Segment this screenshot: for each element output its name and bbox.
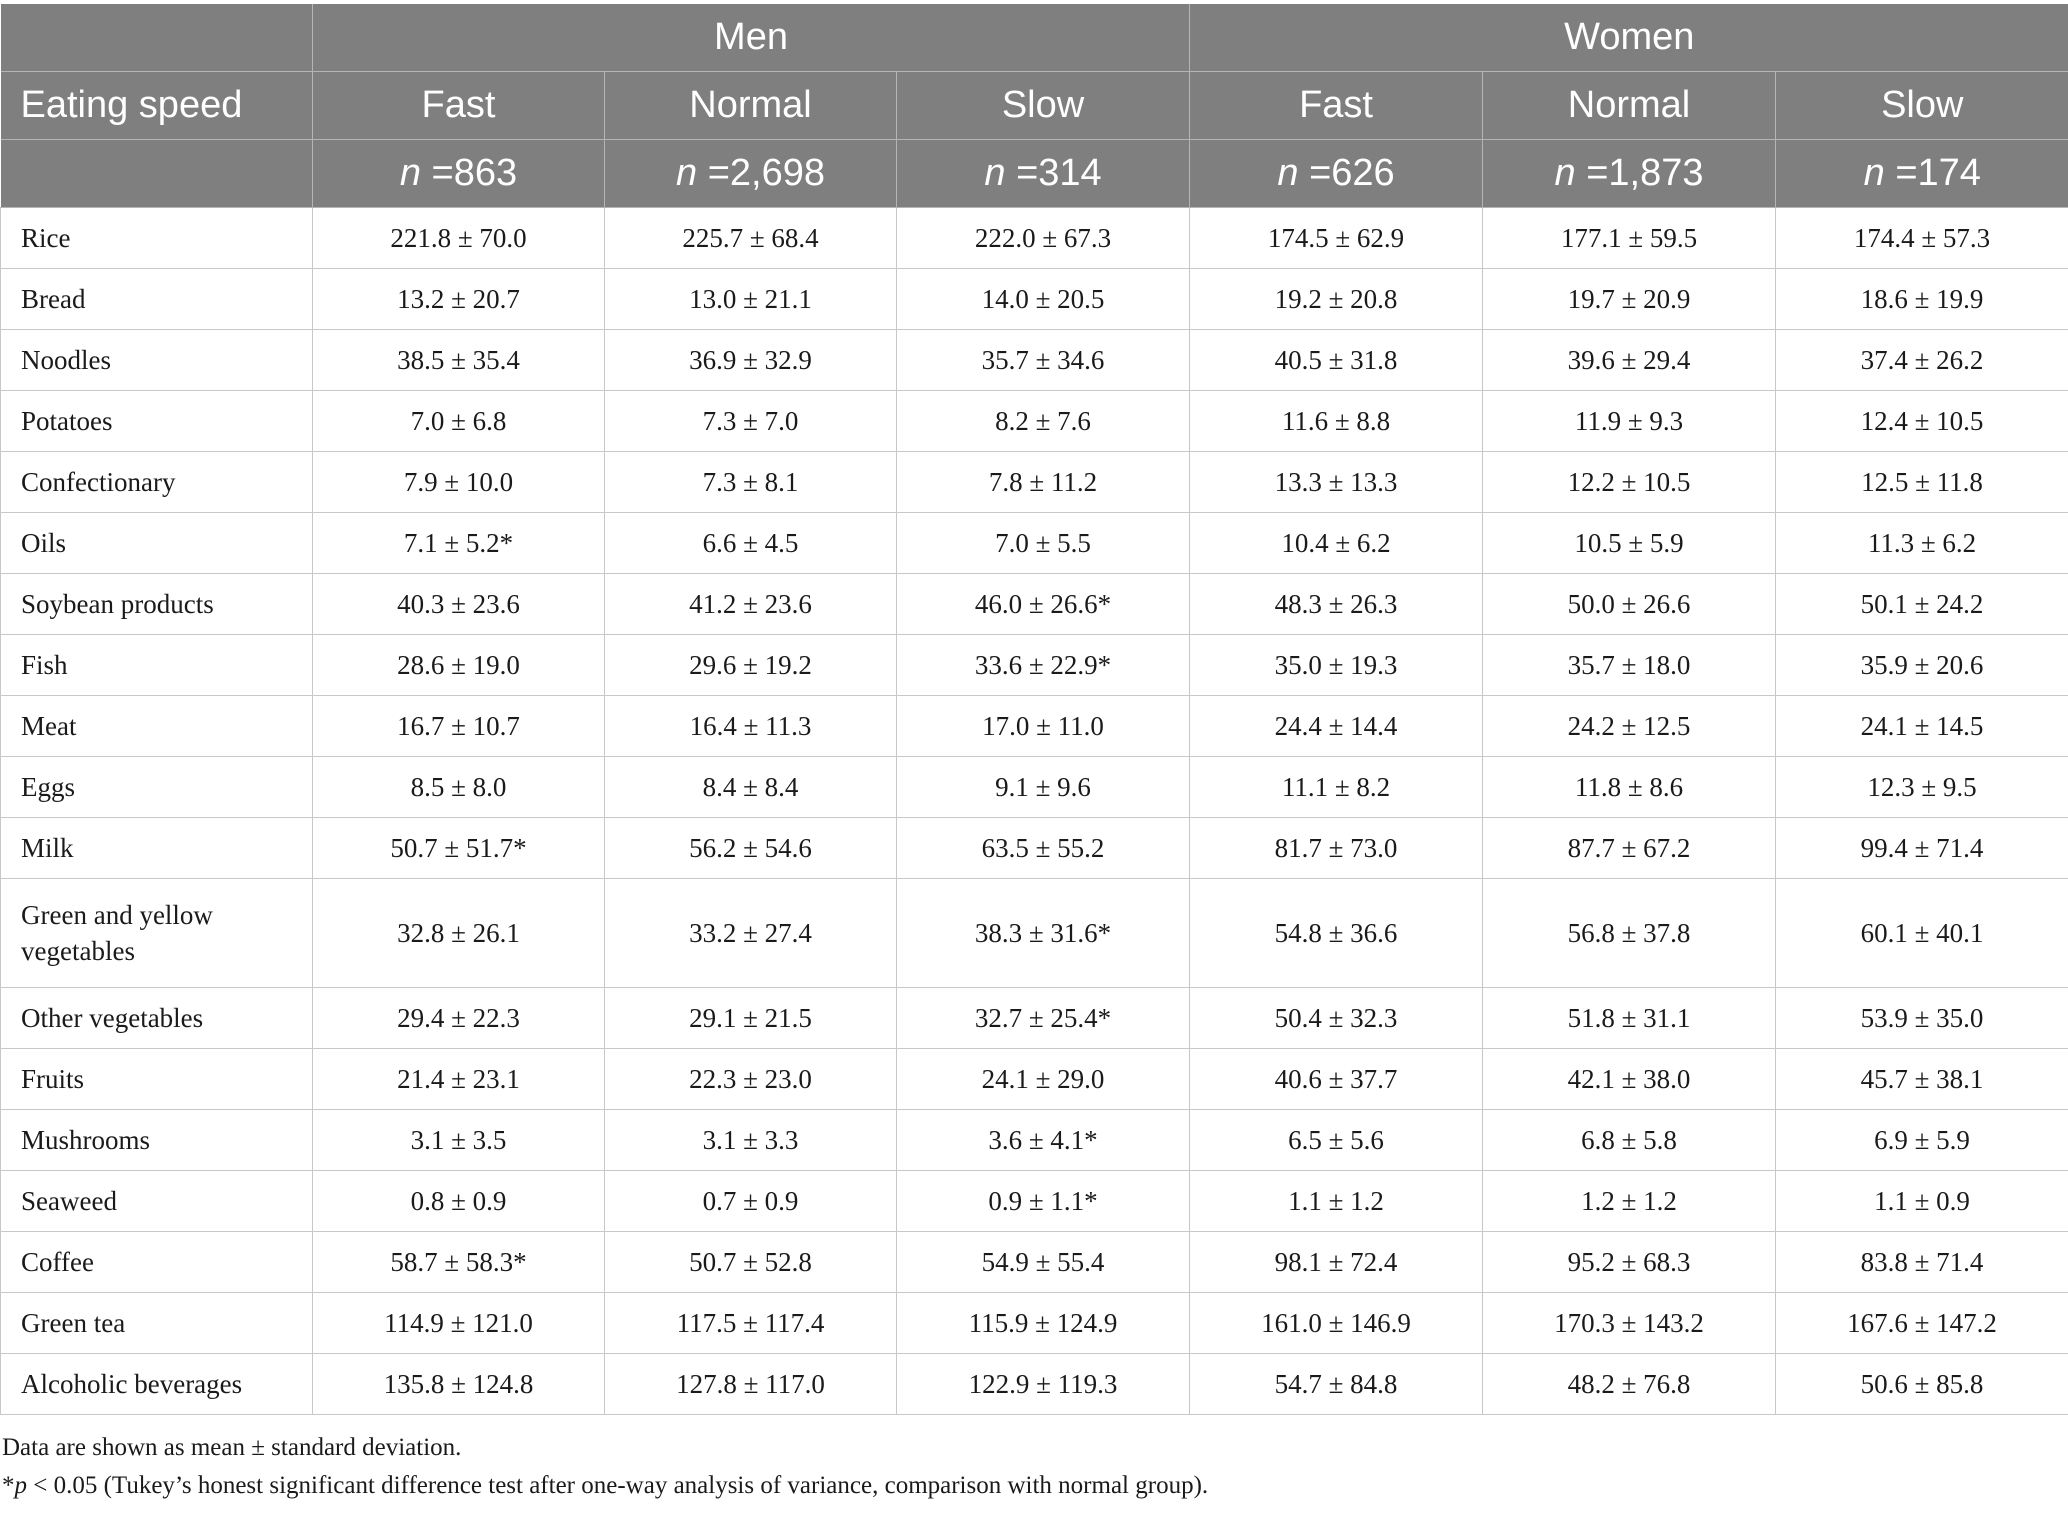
value-cell: 37.4 ± 26.2 bbox=[1776, 330, 2068, 391]
value-cell: 7.0 ± 5.5 bbox=[897, 513, 1190, 574]
value-cell: 48.3 ± 26.3 bbox=[1190, 574, 1483, 635]
value-cell: 11.3 ± 6.2 bbox=[1776, 513, 2068, 574]
value-cell: 6.9 ± 5.9 bbox=[1776, 1110, 2068, 1171]
value-cell: 170.3 ± 143.2 bbox=[1483, 1293, 1776, 1354]
n-value: =863 bbox=[431, 152, 518, 194]
table-row bbox=[1, 757, 2068, 818]
food-item-label: Noodles bbox=[1, 330, 313, 391]
value-cell: 0.7 ± 0.9 bbox=[605, 1171, 897, 1232]
value-cell: 3.6 ± 4.1* bbox=[897, 1110, 1190, 1171]
value-cell: 50.0 ± 26.6 bbox=[1483, 574, 1776, 635]
table-row bbox=[1, 879, 2068, 988]
value-cell: 50.7 ± 51.7* bbox=[313, 818, 605, 879]
n-value: =626 bbox=[1309, 152, 1395, 194]
value-cell: 10.5 ± 5.9 bbox=[1483, 513, 1776, 574]
table-row bbox=[1, 452, 2068, 513]
table-row bbox=[1, 696, 2068, 757]
speed-header-men-fast: Fast bbox=[313, 72, 605, 140]
count-header-men-fast bbox=[313, 140, 605, 208]
table-container bbox=[0, 4, 2068, 1505]
n-symbol: n bbox=[1277, 152, 1299, 194]
value-cell: 0.8 ± 0.9 bbox=[313, 1171, 605, 1232]
table-row bbox=[1, 818, 2068, 879]
value-cell: 40.5 ± 31.8 bbox=[1190, 330, 1483, 391]
value-cell: 6.8 ± 5.8 bbox=[1483, 1110, 1776, 1171]
value-cell: 0.9 ± 1.1* bbox=[897, 1171, 1190, 1232]
value-cell: 54.9 ± 55.4 bbox=[897, 1232, 1190, 1293]
count-header-men-slow bbox=[897, 140, 1190, 208]
food-item-label: Rice bbox=[1, 208, 313, 269]
food-item-label: Meat bbox=[1, 696, 313, 757]
footnote-asterisk: * bbox=[2, 1472, 15, 1499]
value-cell: 58.7 ± 58.3* bbox=[313, 1232, 605, 1293]
value-cell: 7.3 ± 8.1 bbox=[605, 452, 897, 513]
food-item-label: Potatoes bbox=[1, 391, 313, 452]
table-row bbox=[1, 330, 2068, 391]
value-cell: 54.7 ± 84.8 bbox=[1190, 1354, 1483, 1415]
header-empty-cell bbox=[1, 140, 313, 208]
value-cell: 35.0 ± 19.3 bbox=[1190, 635, 1483, 696]
value-cell: 17.0 ± 11.0 bbox=[897, 696, 1190, 757]
food-item-label: Confectionary bbox=[1, 452, 313, 513]
n-value: =2,698 bbox=[707, 152, 825, 194]
speed-header-women-fast: Fast bbox=[1190, 72, 1483, 140]
value-cell: 60.1 ± 40.1 bbox=[1776, 879, 2068, 988]
value-cell: 117.5 ± 117.4 bbox=[605, 1293, 897, 1354]
header-row-counts bbox=[1, 140, 2068, 208]
footnote-p-symbol: p bbox=[14, 1472, 27, 1499]
food-item-label: Oils bbox=[1, 513, 313, 574]
value-cell: 6.6 ± 4.5 bbox=[605, 513, 897, 574]
value-cell: 127.8 ± 117.0 bbox=[605, 1354, 897, 1415]
food-item-label: Fruits bbox=[1, 1049, 313, 1110]
value-cell: 1.1 ± 0.9 bbox=[1776, 1171, 2068, 1232]
header-row-speeds bbox=[1, 72, 2068, 140]
value-cell: 38.5 ± 35.4 bbox=[313, 330, 605, 391]
value-cell: 7.1 ± 5.2* bbox=[313, 513, 605, 574]
value-cell: 45.7 ± 38.1 bbox=[1776, 1049, 2068, 1110]
food-item-label: Seaweed bbox=[1, 1171, 313, 1232]
value-cell: 1.2 ± 1.2 bbox=[1483, 1171, 1776, 1232]
value-cell: 6.5 ± 5.6 bbox=[1190, 1110, 1483, 1171]
food-item-label: Eggs bbox=[1, 757, 313, 818]
table-row bbox=[1, 391, 2068, 452]
footnote-significance bbox=[2, 1467, 2068, 1505]
value-cell: 29.6 ± 19.2 bbox=[605, 635, 897, 696]
value-cell: 12.2 ± 10.5 bbox=[1483, 452, 1776, 513]
value-cell: 13.2 ± 20.7 bbox=[313, 269, 605, 330]
food-item-label: Milk bbox=[1, 818, 313, 879]
table-row bbox=[1, 574, 2068, 635]
count-header-women-fast bbox=[1190, 140, 1483, 208]
value-cell: 38.3 ± 31.6* bbox=[897, 879, 1190, 988]
value-cell: 50.7 ± 52.8 bbox=[605, 1232, 897, 1293]
table-header bbox=[1, 4, 2068, 208]
value-cell: 122.9 ± 119.3 bbox=[897, 1354, 1190, 1415]
value-cell: 22.3 ± 23.0 bbox=[605, 1049, 897, 1110]
value-cell: 9.1 ± 9.6 bbox=[897, 757, 1190, 818]
value-cell: 14.0 ± 20.5 bbox=[897, 269, 1190, 330]
value-cell: 19.7 ± 20.9 bbox=[1483, 269, 1776, 330]
table-row bbox=[1, 1171, 2068, 1232]
value-cell: 222.0 ± 67.3 bbox=[897, 208, 1190, 269]
n-symbol: n bbox=[676, 152, 698, 194]
value-cell: 46.0 ± 26.6* bbox=[897, 574, 1190, 635]
value-cell: 18.6 ± 19.9 bbox=[1776, 269, 2068, 330]
value-cell: 177.1 ± 59.5 bbox=[1483, 208, 1776, 269]
speed-header-men-slow: Slow bbox=[897, 72, 1190, 140]
value-cell: 28.6 ± 19.0 bbox=[313, 635, 605, 696]
value-cell: 19.2 ± 20.8 bbox=[1190, 269, 1483, 330]
footnote-data-description: Data are shown as mean ± standard deviation. bbox=[2, 1434, 462, 1461]
value-cell: 221.8 ± 70.0 bbox=[313, 208, 605, 269]
value-cell: 35.7 ± 34.6 bbox=[897, 330, 1190, 391]
food-item-label: Alcoholic beverages bbox=[1, 1354, 313, 1415]
value-cell: 24.1 ± 29.0 bbox=[897, 1049, 1190, 1110]
value-cell: 40.3 ± 23.6 bbox=[313, 574, 605, 635]
value-cell: 225.7 ± 68.4 bbox=[605, 208, 897, 269]
n-value: =174 bbox=[1895, 152, 1981, 194]
food-item-label: Green tea bbox=[1, 1293, 313, 1354]
food-intake-table bbox=[0, 4, 2068, 1415]
n-symbol: n bbox=[1554, 152, 1576, 194]
table-row bbox=[1, 1354, 2068, 1415]
value-cell: 29.1 ± 21.5 bbox=[605, 988, 897, 1049]
value-cell: 98.1 ± 72.4 bbox=[1190, 1232, 1483, 1293]
value-cell: 161.0 ± 146.9 bbox=[1190, 1293, 1483, 1354]
value-cell: 12.5 ± 11.8 bbox=[1776, 452, 2068, 513]
value-cell: 24.2 ± 12.5 bbox=[1483, 696, 1776, 757]
value-cell: 3.1 ± 3.3 bbox=[605, 1110, 897, 1171]
value-cell: 11.6 ± 8.8 bbox=[1190, 391, 1483, 452]
speed-header-women-slow: Slow bbox=[1776, 72, 2068, 140]
value-cell: 174.5 ± 62.9 bbox=[1190, 208, 1483, 269]
value-cell: 11.1 ± 8.2 bbox=[1190, 757, 1483, 818]
value-cell: 12.3 ± 9.5 bbox=[1776, 757, 2068, 818]
table-row bbox=[1, 269, 2068, 330]
value-cell: 81.7 ± 73.0 bbox=[1190, 818, 1483, 879]
table-row bbox=[1, 1232, 2068, 1293]
value-cell: 7.3 ± 7.0 bbox=[605, 391, 897, 452]
food-item-label: Coffee bbox=[1, 1232, 313, 1293]
table-row bbox=[1, 513, 2068, 574]
value-cell: 21.4 ± 23.1 bbox=[313, 1049, 605, 1110]
value-cell: 10.4 ± 6.2 bbox=[1190, 513, 1483, 574]
row-label-header: Eating speed bbox=[1, 72, 313, 140]
value-cell: 56.8 ± 37.8 bbox=[1483, 879, 1776, 988]
value-cell: 56.2 ± 54.6 bbox=[605, 818, 897, 879]
value-cell: 167.6 ± 147.2 bbox=[1776, 1293, 2068, 1354]
n-value: =1,873 bbox=[1586, 152, 1704, 194]
food-item-label: Green and yellow vegetables bbox=[1, 879, 313, 988]
value-cell: 50.1 ± 24.2 bbox=[1776, 574, 2068, 635]
value-cell: 24.4 ± 14.4 bbox=[1190, 696, 1483, 757]
value-cell: 11.8 ± 8.6 bbox=[1483, 757, 1776, 818]
footnote-significance-text: < 0.05 (Tukey’s honest significant difference test after one-way analysis of variance, comparison with normal group). bbox=[27, 1472, 1209, 1499]
value-cell: 29.4 ± 22.3 bbox=[313, 988, 605, 1049]
value-cell: 51.8 ± 31.1 bbox=[1483, 988, 1776, 1049]
value-cell: 13.0 ± 21.1 bbox=[605, 269, 897, 330]
value-cell: 63.5 ± 55.2 bbox=[897, 818, 1190, 879]
value-cell: 42.1 ± 38.0 bbox=[1483, 1049, 1776, 1110]
value-cell: 174.4 ± 57.3 bbox=[1776, 208, 2068, 269]
n-value: =314 bbox=[1016, 152, 1102, 194]
value-cell: 8.2 ± 7.6 bbox=[897, 391, 1190, 452]
count-header-women-normal bbox=[1483, 140, 1776, 208]
value-cell: 83.8 ± 71.4 bbox=[1776, 1232, 2068, 1293]
value-cell: 53.9 ± 35.0 bbox=[1776, 988, 2068, 1049]
group-header-men: Men bbox=[313, 4, 1190, 72]
table-row bbox=[1, 988, 2068, 1049]
value-cell: 87.7 ± 67.2 bbox=[1483, 818, 1776, 879]
n-symbol: n bbox=[399, 152, 421, 194]
value-cell: 32.7 ± 25.4* bbox=[897, 988, 1190, 1049]
value-cell: 39.6 ± 29.4 bbox=[1483, 330, 1776, 391]
table-row bbox=[1, 208, 2068, 269]
food-item-label: Mushrooms bbox=[1, 1110, 313, 1171]
value-cell: 8.5 ± 8.0 bbox=[313, 757, 605, 818]
value-cell: 7.0 ± 6.8 bbox=[313, 391, 605, 452]
value-cell: 41.2 ± 23.6 bbox=[605, 574, 897, 635]
speed-header-women-normal: Normal bbox=[1483, 72, 1776, 140]
value-cell: 135.8 ± 124.8 bbox=[313, 1354, 605, 1415]
table-row bbox=[1, 1293, 2068, 1354]
value-cell: 40.6 ± 37.7 bbox=[1190, 1049, 1483, 1110]
value-cell: 33.2 ± 27.4 bbox=[605, 879, 897, 988]
value-cell: 32.8 ± 26.1 bbox=[313, 879, 605, 988]
value-cell: 16.4 ± 11.3 bbox=[605, 696, 897, 757]
table-row bbox=[1, 1049, 2068, 1110]
table-row bbox=[1, 635, 2068, 696]
value-cell: 35.7 ± 18.0 bbox=[1483, 635, 1776, 696]
value-cell: 24.1 ± 14.5 bbox=[1776, 696, 2068, 757]
food-item-label: Bread bbox=[1, 269, 313, 330]
value-cell: 12.4 ± 10.5 bbox=[1776, 391, 2068, 452]
value-cell: 3.1 ± 3.5 bbox=[313, 1110, 605, 1171]
n-symbol: n bbox=[1863, 152, 1885, 194]
speed-header-men-normal: Normal bbox=[605, 72, 897, 140]
food-item-label: Other vegetables bbox=[1, 988, 313, 1049]
value-cell: 16.7 ± 10.7 bbox=[313, 696, 605, 757]
value-cell: 48.2 ± 76.8 bbox=[1483, 1354, 1776, 1415]
value-cell: 11.9 ± 9.3 bbox=[1483, 391, 1776, 452]
value-cell: 95.2 ± 68.3 bbox=[1483, 1232, 1776, 1293]
header-empty-cell bbox=[1, 4, 313, 72]
value-cell: 13.3 ± 13.3 bbox=[1190, 452, 1483, 513]
value-cell: 1.1 ± 1.2 bbox=[1190, 1171, 1483, 1232]
count-header-men-normal bbox=[605, 140, 897, 208]
value-cell: 99.4 ± 71.4 bbox=[1776, 818, 2068, 879]
n-symbol: n bbox=[984, 152, 1006, 194]
value-cell: 36.9 ± 32.9 bbox=[605, 330, 897, 391]
value-cell: 115.9 ± 124.9 bbox=[897, 1293, 1190, 1354]
table-row bbox=[1, 1110, 2068, 1171]
value-cell: 50.6 ± 85.8 bbox=[1776, 1354, 2068, 1415]
value-cell: 35.9 ± 20.6 bbox=[1776, 635, 2068, 696]
value-cell: 7.8 ± 11.2 bbox=[897, 452, 1190, 513]
value-cell: 114.9 ± 121.0 bbox=[313, 1293, 605, 1354]
value-cell: 54.8 ± 36.6 bbox=[1190, 879, 1483, 988]
group-header-women: Women bbox=[1190, 4, 2068, 72]
header-row-groups bbox=[1, 4, 2068, 72]
food-item-label: Soybean products bbox=[1, 574, 313, 635]
food-item-label: Fish bbox=[1, 635, 313, 696]
table-footnotes bbox=[0, 1429, 2068, 1505]
value-cell: 50.4 ± 32.3 bbox=[1190, 988, 1483, 1049]
count-header-women-slow bbox=[1776, 140, 2068, 208]
value-cell: 7.9 ± 10.0 bbox=[313, 452, 605, 513]
value-cell: 33.6 ± 22.9* bbox=[897, 635, 1190, 696]
table-body bbox=[1, 208, 2068, 1415]
value-cell: 8.4 ± 8.4 bbox=[605, 757, 897, 818]
